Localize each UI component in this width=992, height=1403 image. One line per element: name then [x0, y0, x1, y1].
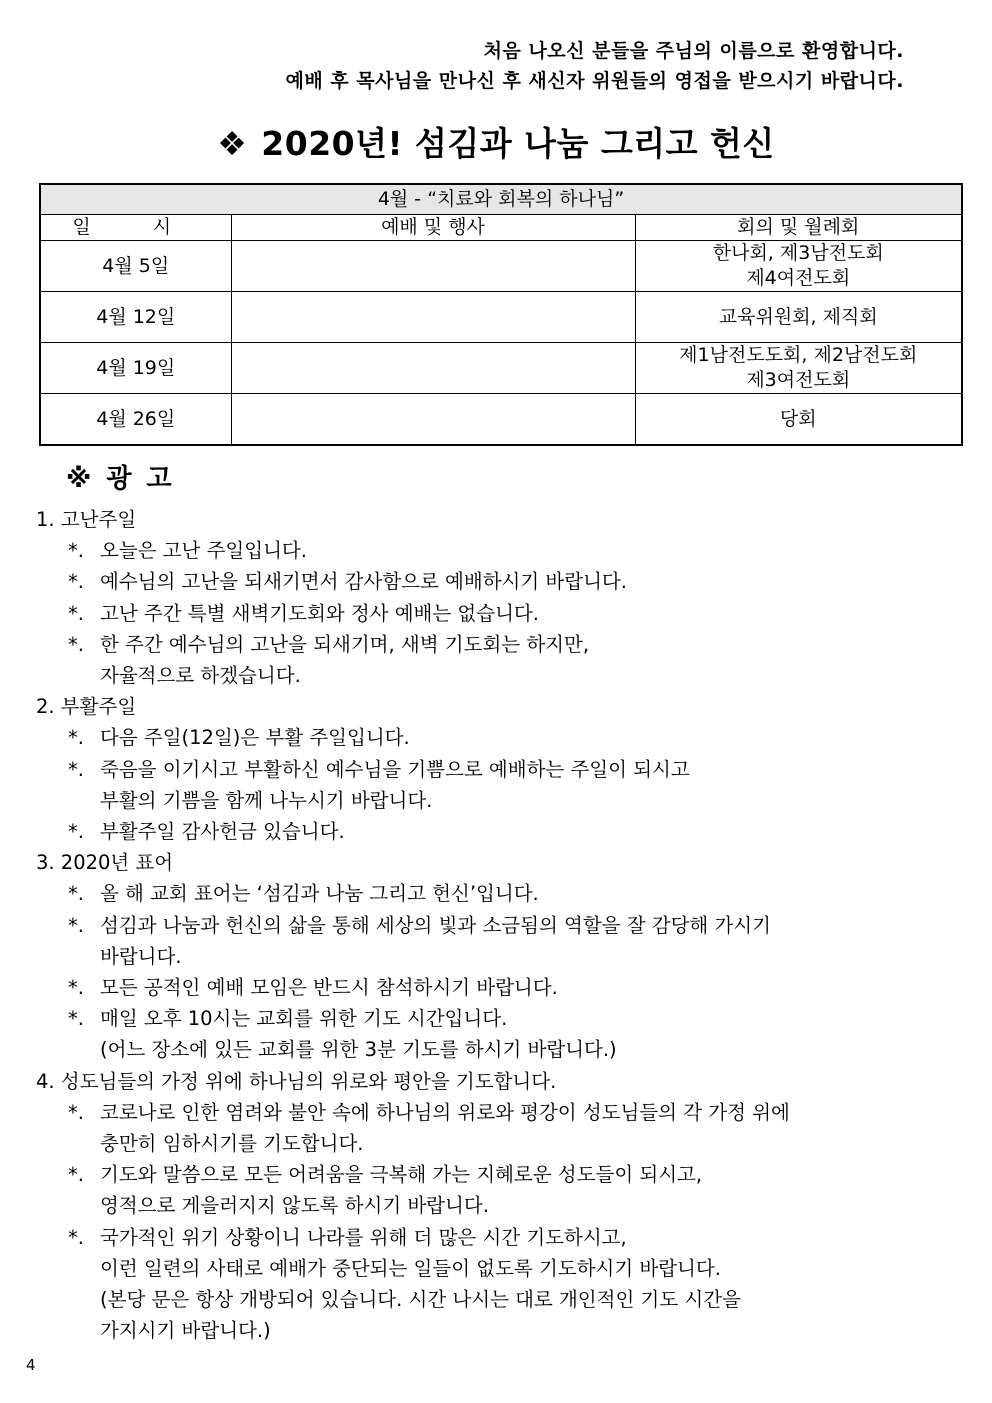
row-event [231, 343, 635, 394]
list-item-line: 기도와 말씀으로 모든 어려움을 극복해 가는 지혜로운 성도들이 되시고, [100, 1163, 703, 1187]
page-number: 4 [26, 1356, 36, 1374]
table-row [40, 292, 962, 343]
meeting-line: 제1남전도도회, 제2남전도회 [679, 344, 918, 366]
list-item [36, 878, 956, 909]
bullet-marker: *. [68, 757, 84, 781]
bullet-marker: *. [68, 820, 84, 844]
diamond-ornament-icon: ❖ [217, 124, 248, 163]
welcome-line-1: 처음 나오신 분들을 주님의 이름으로 환영합니다. [483, 40, 904, 62]
row-event [231, 394, 635, 446]
row-meetings [635, 241, 962, 292]
month-title: 4월 - “치료와 회복의 하나님” [40, 184, 962, 215]
bullet-marker: *. [68, 539, 84, 563]
bullet-marker: *. [68, 601, 84, 625]
meeting-line: 당회 [779, 407, 817, 430]
bullet-marker: *. [68, 570, 84, 594]
list-item [36, 972, 956, 1003]
meeting-line: 한나회, 제3남전도회 [712, 242, 884, 264]
list-item [36, 754, 956, 816]
list-item-line: 모든 공적인 예배 모임은 반드시 참석하시기 바랍니다. [100, 976, 558, 1000]
list-item [36, 1222, 956, 1347]
list-item-line: 고난 주간 특별 새벽기도회와 정사 예배는 없습니다. [100, 601, 539, 625]
list-item-line: 죽음을 이기시고 부활하신 예수님을 기쁨으로 예배하는 주일이 되시고 [100, 757, 690, 781]
list-item-line: 한 주간 예수님의 고난을 되새기며, 새벽 기도회는 하지만, [100, 632, 590, 656]
table-row [40, 343, 962, 394]
schedule-table [39, 183, 963, 446]
bullet-marker: *. [68, 1100, 84, 1124]
list-item [36, 566, 956, 597]
bullet-marker: *. [68, 1163, 84, 1187]
bullet-marker: *. [68, 1007, 84, 1031]
row-meetings [635, 394, 962, 446]
list-item-line: 국가적인 위기 상황이니 나라를 위해 더 많은 시간 기도하시고, [100, 1225, 627, 1249]
row-meetings [635, 343, 962, 394]
page-title-text: 2020년! 섬김과 나눔 그리고 헌신 [261, 124, 775, 163]
bullet-marker: *. [68, 913, 84, 937]
list-item-line: 부활주일 감사헌금 있습니다. [100, 820, 345, 844]
list-item-line: 이런 일련의 사태로 예배가 중단되는 일들이 없도록 기도하시기 바랍니다. [100, 1256, 721, 1280]
list-item-line: 가지시기 바랍니다.) [100, 1319, 271, 1343]
list-item [36, 1003, 956, 1065]
list-item-line: 오늘은 고난 주일입니다. [100, 539, 307, 563]
column-header-event: 예배 및 행사 [231, 215, 635, 241]
list-item-line: 영적으로 게을러지지 않도록 하시기 바랍니다. [100, 1194, 489, 1218]
bullet-marker: *. [68, 882, 84, 906]
row-event [231, 241, 635, 292]
bullet-marker: *. [68, 726, 84, 750]
bullet-marker: *. [68, 976, 84, 1000]
list-item [36, 722, 956, 753]
row-event [231, 292, 635, 343]
list-item-line: 매일 오후 10시는 교회를 위한 기도 시간입니다. [100, 1007, 508, 1031]
announcements-body [36, 504, 956, 1346]
page-title [0, 118, 992, 165]
list-item-line: 부활의 기쁨을 함께 나누시기 바랍니다. [100, 788, 433, 812]
announcement-section-title: 4. 성도님들의 가정 위에 하나님의 위로와 평안을 기도합니다. [36, 1069, 557, 1093]
list-item [36, 629, 956, 691]
column-header-date: 일 시 [40, 215, 231, 241]
announcement-section-title: 1. 고난주일 [36, 508, 137, 531]
list-item [36, 1097, 956, 1159]
row-meetings [635, 292, 962, 343]
list-item [36, 1159, 956, 1221]
table-row [40, 241, 962, 292]
table-row [40, 394, 962, 446]
list-item-line: 바랍니다. [100, 944, 182, 968]
announcement-section-title: 3. 2020년 표어 [36, 851, 174, 875]
welcome-message [285, 36, 904, 96]
welcome-line-2: 예배 후 목사님을 만나신 후 새신자 위원들의 영접을 받으시기 바랍니다. [285, 70, 904, 92]
bullet-marker: *. [68, 1225, 84, 1249]
row-date: 4월 5일 [40, 241, 231, 292]
list-item-line: 충만히 임하시기를 기도합니다. [100, 1132, 364, 1156]
list-item-line: 코로나로 인한 염려와 불안 속에 하나님의 위로와 평강이 성도님들의 각 가정 위에 [100, 1100, 790, 1124]
list-item-line: 섬김과 나눔과 헌신의 삶을 통해 세상의 빛과 소금됨의 역할을 잘 감당해 가시기 [100, 913, 771, 937]
list-item-line: (어느 장소에 있든 교회를 위한 3분 기도를 하시기 바랍니다.) [100, 1038, 617, 1062]
bullet-marker: *. [68, 632, 84, 656]
list-item [36, 535, 956, 566]
meeting-line: 교육위원회, 제직회 [718, 305, 878, 328]
list-item-line: 올 해 교회 표어는 ‘섬김과 나눔 그리고 헌신’입니다. [100, 882, 539, 906]
row-date: 4월 19일 [40, 343, 231, 394]
list-item [36, 598, 956, 629]
row-date: 4월 26일 [40, 394, 231, 446]
list-item-line: (본당 문은 항상 개방되어 있습니다. 시간 나시는 대로 개인적인 기도 시간을 [100, 1288, 741, 1312]
list-item [36, 910, 956, 972]
meeting-line: 제3여전도회 [746, 369, 851, 391]
meeting-line: 제4여전도회 [746, 267, 851, 289]
row-date: 4월 12일 [40, 292, 231, 343]
column-header-meetings: 회의 및 월례회 [635, 215, 962, 241]
list-item [36, 816, 956, 847]
list-item-line: 자율적으로 하겠습니다. [100, 664, 301, 688]
announcements-heading: ※ 광 고 [66, 464, 175, 494]
announcement-section-title: 2. 부활주일 [36, 695, 137, 719]
list-item-line: 예수님의 고난을 되새기면서 감사함으로 예배하시기 바랍니다. [100, 570, 627, 594]
list-item-line: 다음 주일(12일)은 부활 주일입니다. [100, 726, 410, 750]
